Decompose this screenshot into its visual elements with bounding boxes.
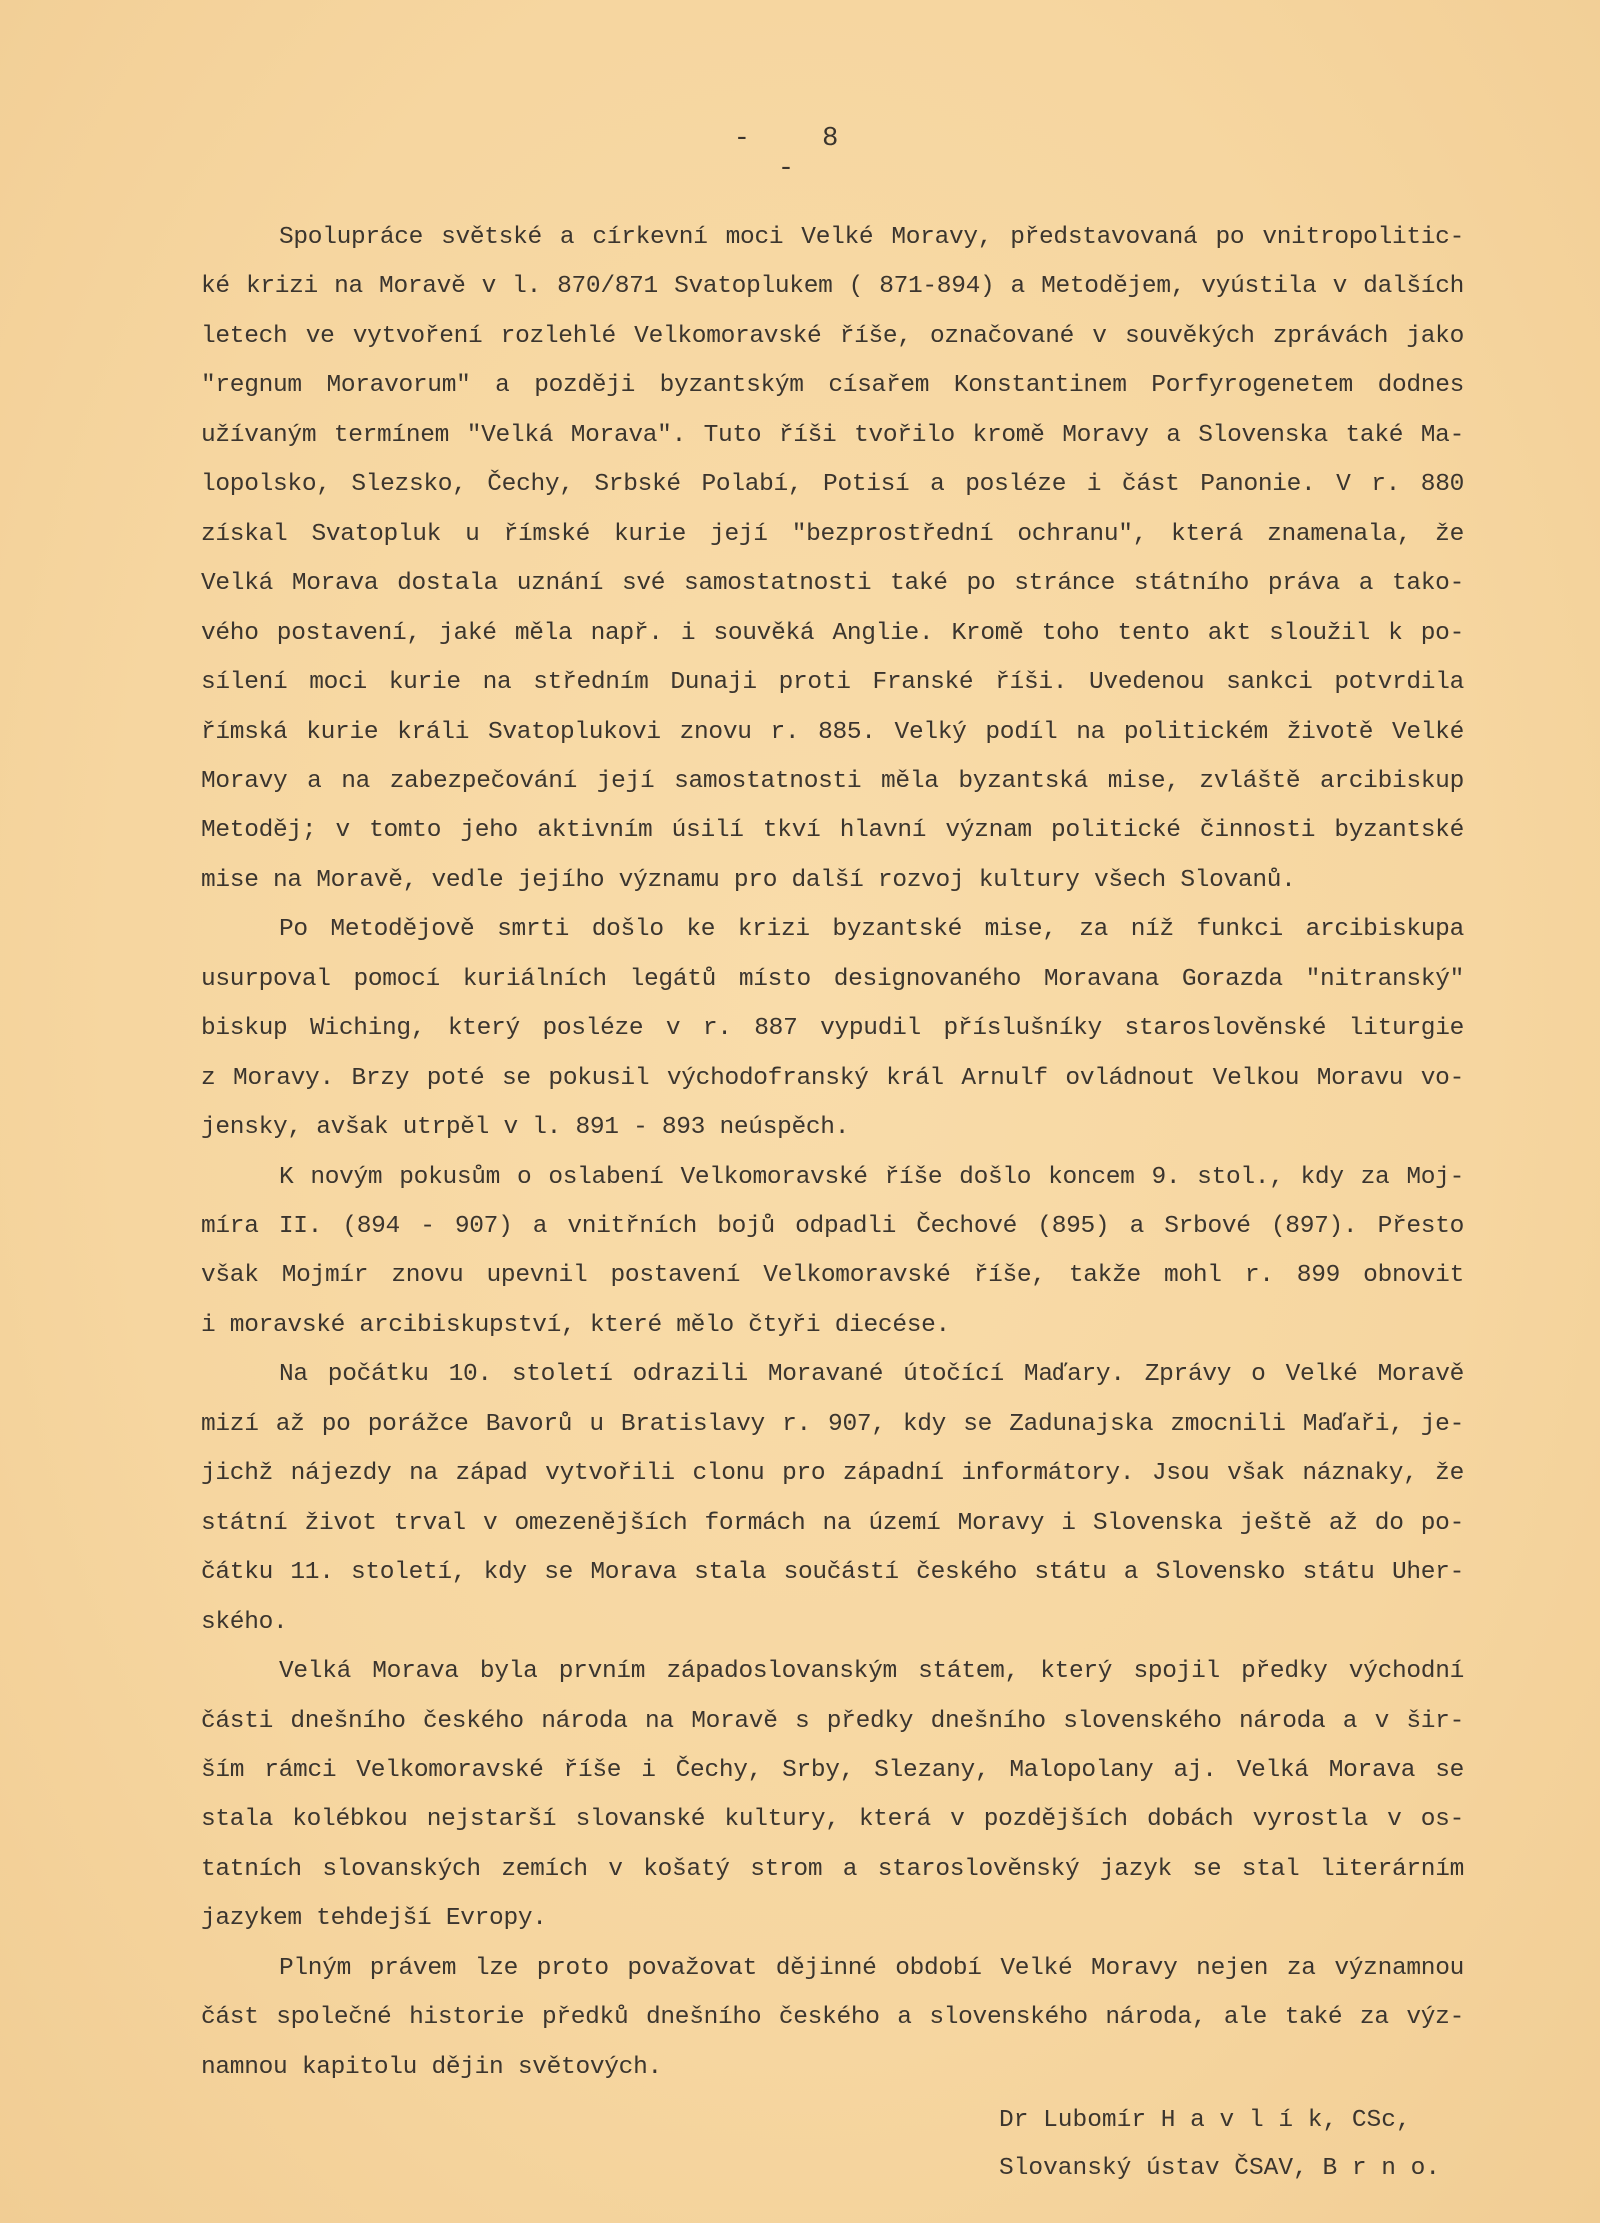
text-line: K novým pokusům o oslabení Velkomoravské říše došlo koncem 9. stol., kdy za Moj- [279,1163,1464,1191]
text-line: biskup Wiching, který posléze v r. 887 vypudil příslušníky staroslověnské liturgie [201,1015,1464,1043]
text-line: část společné historie předků dnešního českého a slovenského národa, ale také za výz- [201,2004,1464,2032]
page-number: - 8 - [733,124,867,184]
text-line: z Moravy. Brzy poté se pokusil východofranský král Arnulf ovládnout Velkou Moravu vo- [201,1064,1464,1092]
text-line: Spolupráce světské a církevní moci Velké Moravy, představovaná po vnitropolitic- [279,224,1464,251]
text-line: vého postavení, jaké měla např. i souvěká Anglie. Kromě toho tento akt sloužil k po- [201,619,1464,647]
text-line: letech ve vytvoření rozlehlé Velkomoravské říše, označované v souvěkých zprávách jako [201,322,1464,350]
text-line: "regnum Moravorum" a později byzantským císařem Konstantinem Porfyrogenetem dodnes [201,372,1464,400]
text-line: jensky, avšak utrpěl v l. 891 - 893 neúspěch. [201,1114,850,1142]
text-line: mizí až po porážce Bavorů u Bratislavy r. 907, kdy se Zadunajska zmocnili Maďaři, je- [201,1410,1464,1438]
text-line: Plným právem lze proto považovat dějinné období Velké Moravy nejen za významnou [279,1954,1464,1982]
text-line: lopolsko, Slezsko, Čechy, Srbské Polabí, Potisí a posléze i část Panonie. V r. 880 [201,471,1464,499]
text-line: i moravské arcibiskupství, které mělo čtyři diecése. [201,1311,950,1339]
text-line: jichž nájezdy na západ vytvořili clonu pro západní informátory. Jsou však náznaky, že [201,1460,1464,1488]
text-line: ké krizi na Moravě v l. 870/871 Svatoplukem ( 871-894) a Metodějem, vyústila v dalších [201,273,1464,301]
text-line: namnou kapitolu dějin světových. [201,2053,662,2081]
text-line: užívaným termínem "Velká Morava". Tuto říši tvořilo kromě Moravy a Slovenska také Ma- [201,421,1464,449]
text-line: římská kurie králi Svatoplukovi znovu r. 885. Velký podíl na politickém životě Velké [201,718,1464,746]
text-line: stala kolébkou nejstarší slovanské kultury, která v pozdějších dobách vyrostla v os- [201,1806,1464,1834]
text-line: Velká Morava dostala uznání své samostatnosti také po stránce státního práva a tako- [201,570,1464,598]
signature-institution: Slovanský ústav ČSAV, B r n o. [999,2155,1441,2182]
text-line: Moravy a na zabezpečování její samostatnosti měla byzantská mise, zvláště arcibiskup [201,767,1464,795]
text-line: mise na Moravě, vedle jejího významu pro další rozvoj kultury všech Slovanů. [201,866,1296,894]
text-line: Na počátku 10. století odrazili Moravané útočící Maďary. Zprávy o Velké Moravě [279,1361,1464,1389]
text-line: ším rámci Velkomoravské říše i Čechy, Srby, Slezany, Malopolany aj. Velká Morava se [201,1756,1464,1784]
text-line: jazykem tehdejší Evropy. [201,1905,547,1933]
text-line: Po Metodějově smrti došlo ke krizi byzantské mise, za níž funkci arcibiskupa [279,916,1464,944]
signature-name: Dr Lubomír H a v l í k, CSc, [999,2107,1411,2134]
text-line: státní život trval v omezenějších formách na území Moravy i Slovenska ještě až do po- [201,1509,1464,1537]
text-line: míra II. (894 - 907) a vnitřních bojů odpadli Čechové (895) a Srbové (897). Přesto [201,1213,1464,1240]
text-line: sílení moci kurie na středním Dunaji proti Franské říši. Uvedenou sankci potvrdila [201,669,1464,697]
text-line: však Mojmír znovu upevnil postavení Velkomoravské říše, takže mohl r. 899 obnovit [201,1262,1464,1290]
text-line: získal Svatopluk u římské kurie její "bezprostřední ochranu", která znamenala, že [201,520,1464,548]
text-line: části dnešního českého národa na Moravě s předky dnešního slovenského národa a v šir- [201,1707,1464,1735]
text-line: čátku 11. století, kdy se Morava stala součástí českého státu a Slovensko státu Uher- [201,1559,1464,1587]
text-line: Velká Morava byla prvním západoslovanským státem, který spojil předky východní [279,1658,1464,1686]
text-line: Metoděj; v tomto jeho aktivním úsilí tkví hlavní význam politické činnosti byzantské [201,817,1464,845]
text-line: tatních slovanských zemích v košatý strom a staroslověnský jazyk se stal literárním [201,1855,1464,1883]
text-line: usurpoval pomocí kuriálních legátů místo designovaného Moravana Gorazda "nitranský" [201,965,1464,993]
text-line: ského. [201,1608,288,1636]
